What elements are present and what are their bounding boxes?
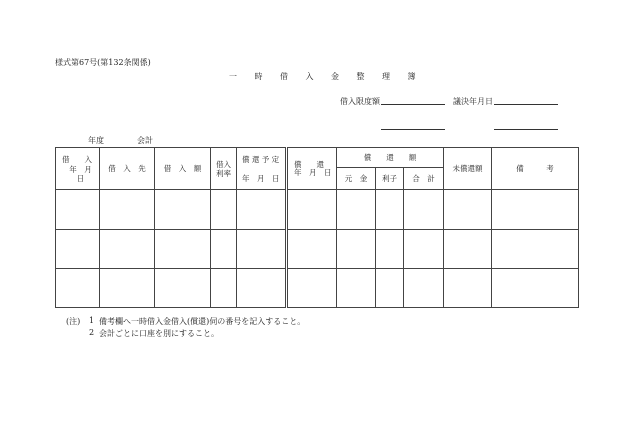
header-repay-amount: 償 還 額 xyxy=(337,148,444,168)
header-remarks: 備 考 xyxy=(492,148,579,190)
blank-field-line-1 xyxy=(381,129,445,130)
note-2-text: 会計ごとに口座を別にすること。 xyxy=(99,329,219,338)
header-repay-label: 償 還 xyxy=(294,160,324,169)
note-1-number: 1 xyxy=(89,316,95,325)
resolution-field-line xyxy=(494,104,558,105)
table-row xyxy=(56,269,579,308)
header-plan-date-label: 年 月 日 xyxy=(242,174,280,183)
limit-field-line xyxy=(381,104,445,105)
table-row xyxy=(56,230,579,269)
header-repay-date-label: 年 月 日 xyxy=(294,168,332,177)
account-label: 会計 xyxy=(137,136,153,145)
notes-label: (注) xyxy=(66,317,81,326)
form-number: 様式第67号(第132条関係) xyxy=(55,58,151,67)
header-borrow-label: 借 入 xyxy=(62,155,92,164)
header-rate-line2: 利率 xyxy=(216,168,231,178)
fiscal-year-label: 年度 xyxy=(88,136,104,145)
resolution-date-label: 議決年月日 xyxy=(453,97,493,106)
header-amount: 借 入 額 xyxy=(155,148,211,190)
note-2-number: 2 xyxy=(89,328,95,337)
header-total: 合 計 xyxy=(404,168,444,190)
ledger-table xyxy=(55,147,579,308)
blank-field-line-2 xyxy=(494,129,558,130)
header-rate xyxy=(211,148,237,190)
page-title: 一 時 借 入 金 整 理 簿 xyxy=(229,72,416,81)
limit-label: 借入限度額 xyxy=(340,97,380,106)
header-lender: 借 入 先 xyxy=(100,148,155,190)
header-borrow-date-label: 年 月 日 xyxy=(69,165,100,183)
header-unpaid: 未償還額 xyxy=(444,148,492,190)
table-row xyxy=(56,190,579,230)
header-repay-date xyxy=(287,148,337,190)
header-rate-line1: 借入 xyxy=(216,159,231,169)
header-borrow-date xyxy=(56,148,100,190)
header-principal: 元 金 xyxy=(337,168,376,190)
note-1-text: 備考欄へ一時借入金借入(償還)伺の番号を記入すること。 xyxy=(99,317,306,326)
header-repay-plan xyxy=(237,148,287,190)
header-interest: 利子 xyxy=(376,168,404,190)
header-plan-label: 償 還 予 定 xyxy=(242,155,280,164)
